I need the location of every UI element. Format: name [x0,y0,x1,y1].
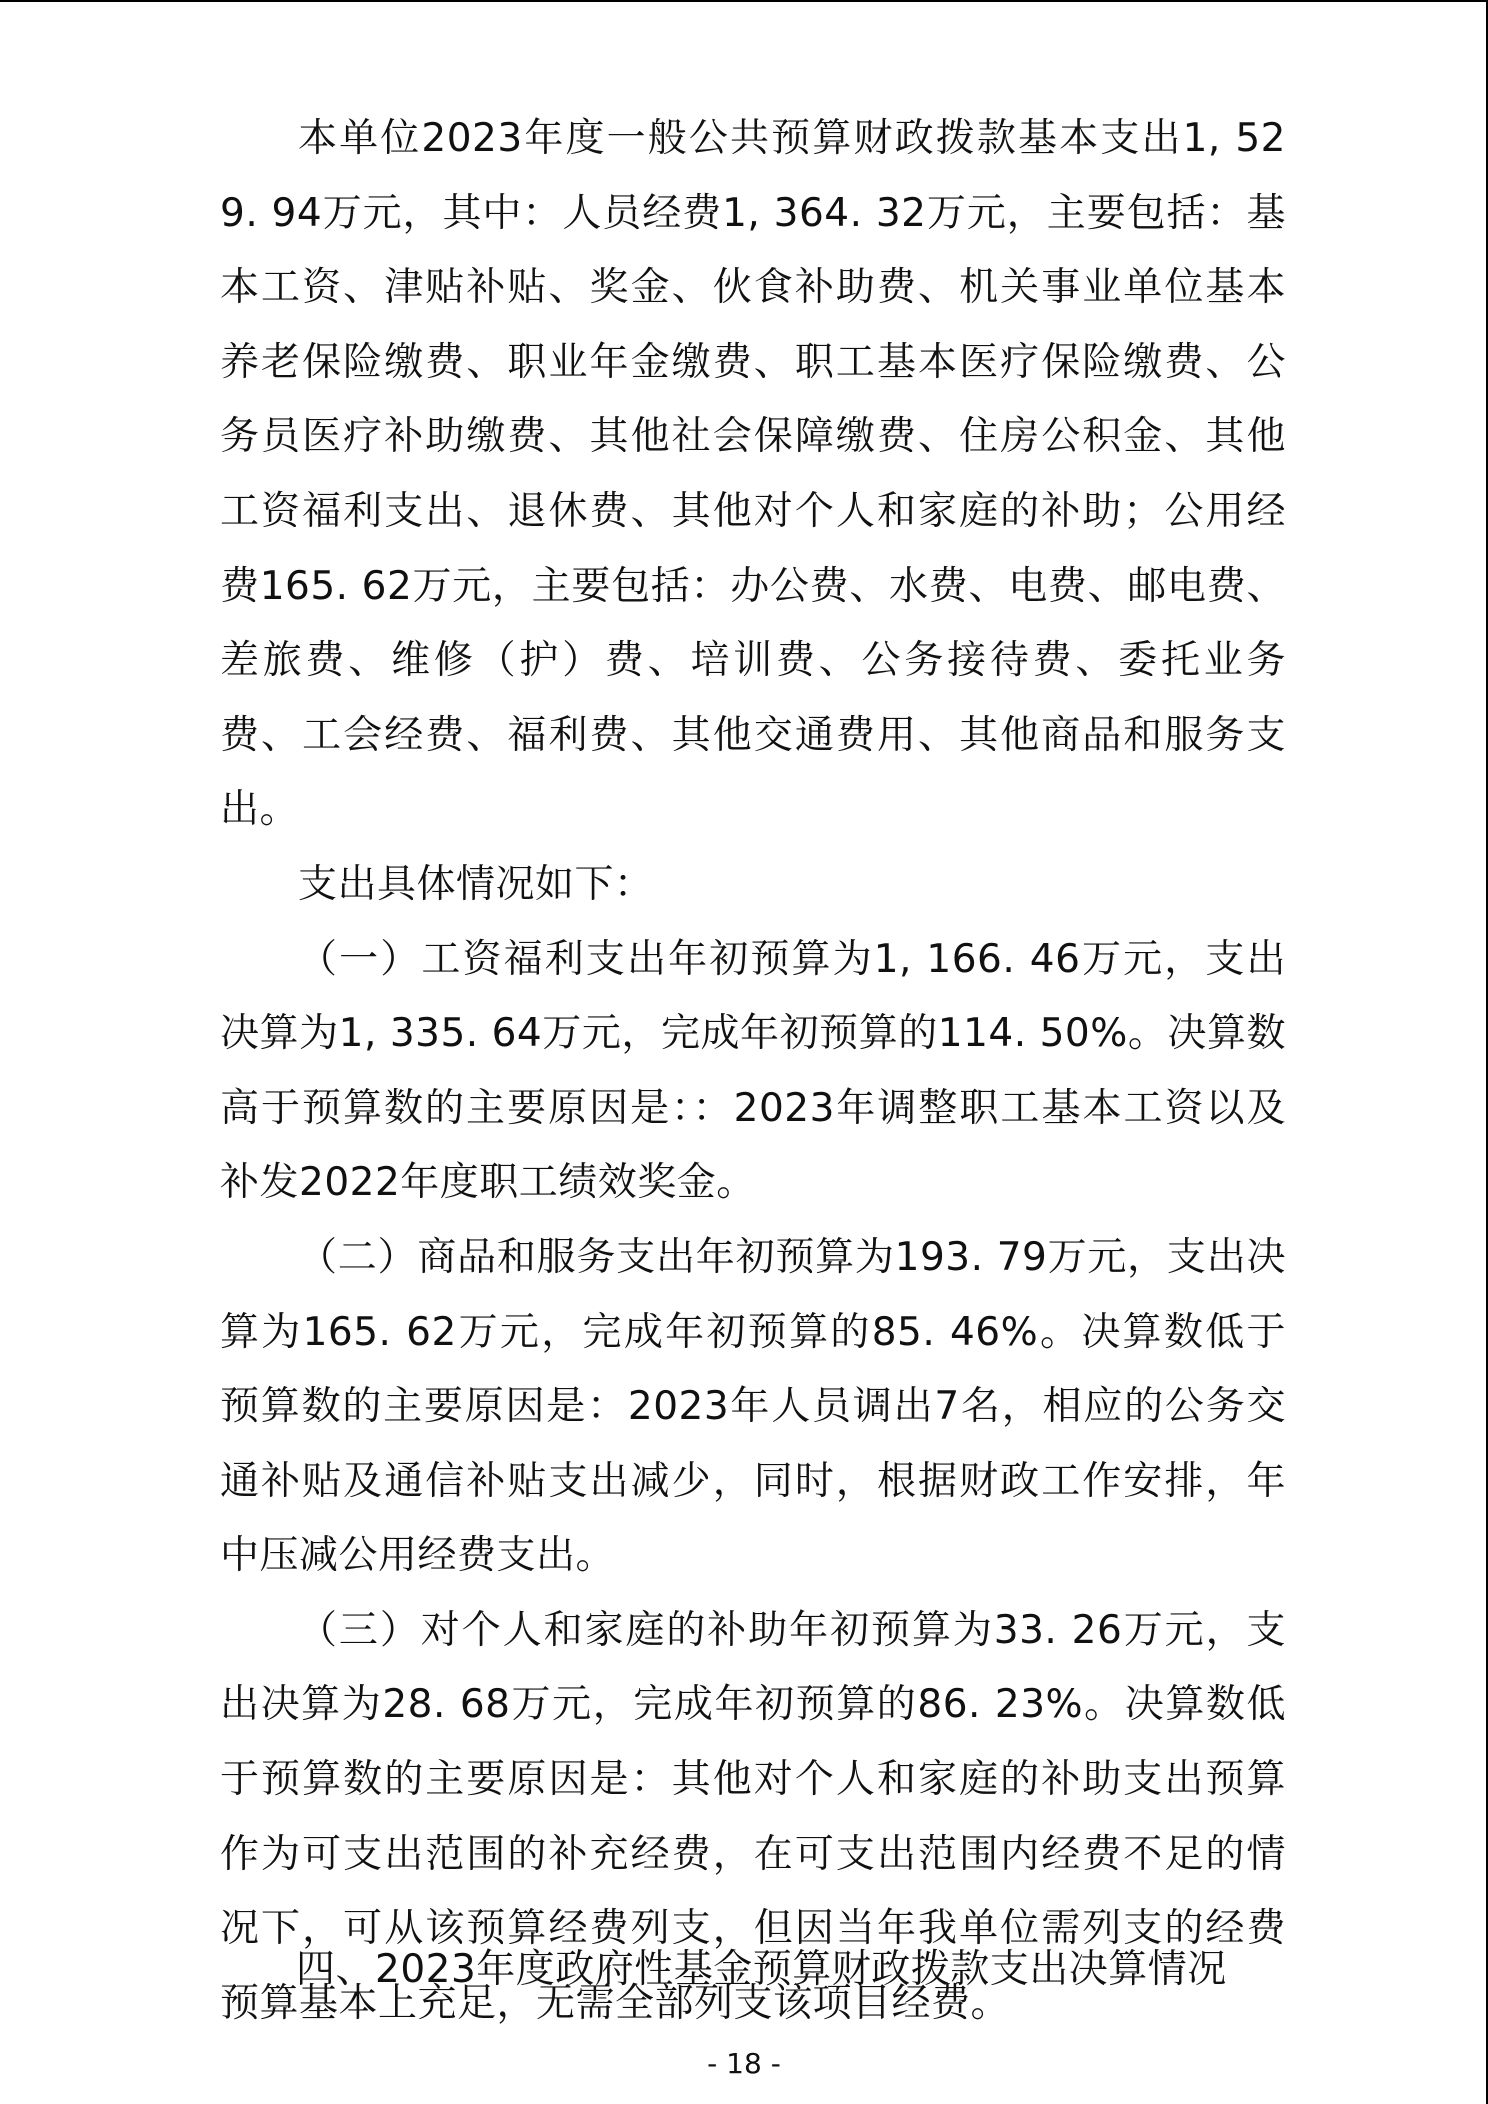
page-number: - 18 - [707,2047,781,2080]
paragraph-goods-services: （二）商品和服务支出年初预算为193. 79万元，支出决算为165. 62万元，完成年初预算的85. 46%。决算数低于预算数的主要原因是：2023年人员调出7名，相应的公务交通补贴及通信补贴支出减少，同时，根据财政工作安排，年中压减公用经费支出。 [220,1234,1286,1579]
section-heading: 四、2023年度政府性基金预算财政拨款支出决算情况 [296,1947,1227,1992]
paragraph-salary-welfare: （一）工资福利支出年初预算为1, 166. 46万元，支出决算为1, 335. 64万元，完成年初预算的114. 50%。决算数高于预算数的主要原因是：：2023年调整职工基本工资以及补发2022年度职工绩效奖金。 [220,936,1286,1206]
paragraph-basic-expenditure: 本单位2023年度一般公共预算财政拨款基本支出1, 529. 94万元，其中：人员经费1, 364. 32万元，主要包括：基本工资、津贴补贴、奖金、伙食补助费、机关事业单位基本养老保险缴费、职业年金缴费、职工基本医疗保险缴费、公务员医疗补助缴费、其他社会保障缴费、住房公积金、其他工资福利支出、退休费、其他对个人和家庭的补助；公用经费165. 62万元，主要包括：办公费、水费、电费、邮电费、差旅费、维修（护）费、培训费、公务接待费、委托业务费、工会经费、福利费、其他交通费用、其他商品和服务支出。 [220,116,1286,833]
body-text [220,102,1286,2041]
paragraph-personal-family-subsidy: （三）对个人和家庭的补助年初预算为33. 26万元，支出决算为28. 68万元，完成年初预算的86. 23%。决算数低于预算数的主要原因是：其他对个人和家庭的补助支出预算作为可支出范围的补充经费，在可支出范围内经费不足的情况下，可从该预算经费列支，但因当年我单位需列支的经费预算基本上充足，无需全部列支该项目经费。 [220,1607,1286,2026]
paragraph-expenditure-intro: 支出具体情况如下： [298,861,654,907]
